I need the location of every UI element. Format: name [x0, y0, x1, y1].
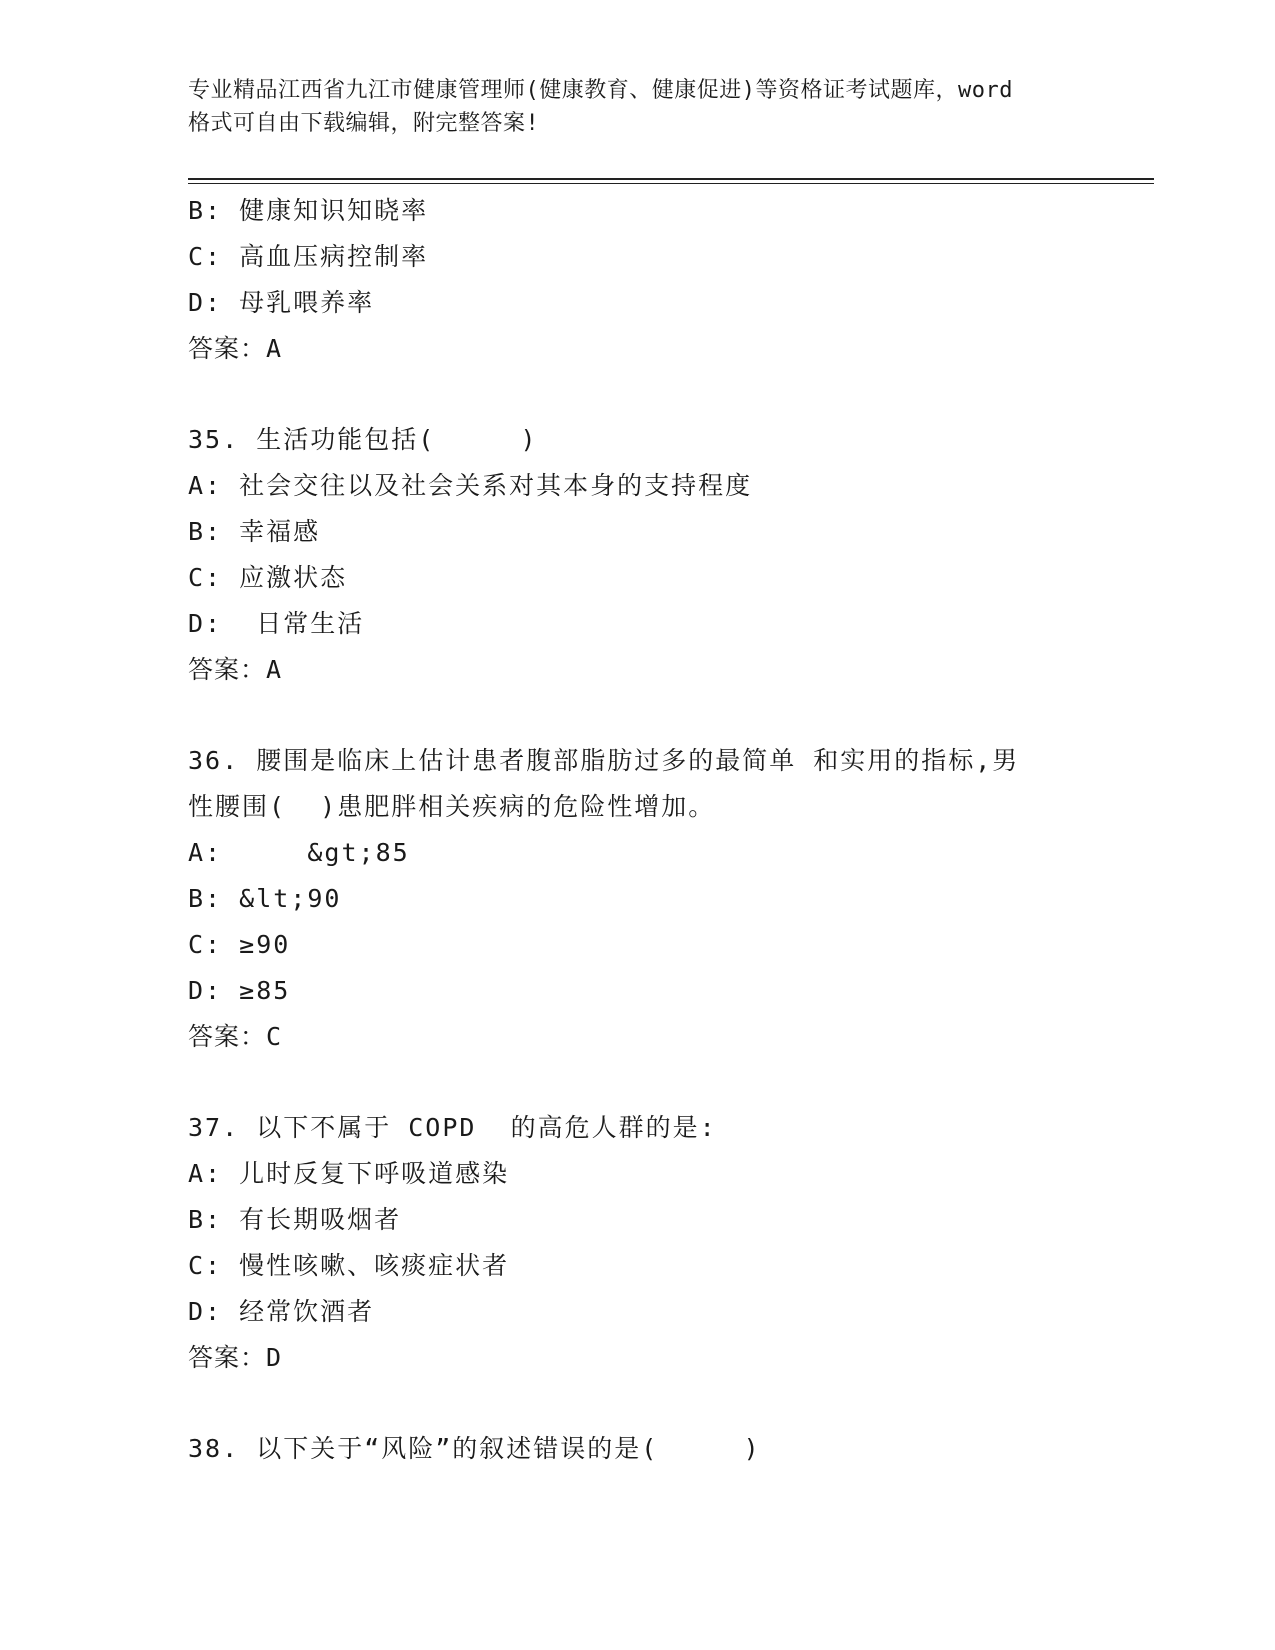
option-d: D: 经常饮酒者 — [188, 1297, 375, 1326]
option-b: B: 健康知识知晓率 — [188, 196, 429, 225]
option-a: A: &gt;85 — [188, 838, 410, 867]
answer-label: 答案： — [188, 1022, 267, 1051]
header-line-1: 专业精品江西省九江市健康管理师(健康教育、健康促进)等资格证考试题库，word — [188, 78, 1013, 103]
answer-value: A — [266, 334, 282, 363]
answer-line — [188, 1335, 1088, 1381]
answer-label: 答案： — [188, 655, 267, 684]
answer-line — [188, 326, 1088, 372]
option-c: C: 高血压病控制率 — [188, 242, 429, 271]
question-title-line-2: 性腰围( )患肥胖相关疾病的危险性增加。 — [188, 792, 716, 821]
answer-value: A — [266, 655, 282, 684]
question-38 — [188, 1426, 1088, 1472]
option-c: C: ≥90 — [188, 930, 291, 959]
option-d: D: ≥85 — [188, 976, 291, 1005]
question-35 — [188, 417, 1088, 693]
option-a: A: 社会交往以及社会关系对其本身的支持程度 — [188, 471, 753, 500]
question-34-continued — [188, 188, 1088, 372]
answer-line — [188, 647, 1088, 693]
option-d: D: 日常生活 — [188, 609, 365, 638]
question-title: 37. 以下不属于 COPD 的高危人群的是: — [188, 1113, 717, 1142]
option-a: A: 儿时反复下呼吸道感染 — [188, 1159, 510, 1188]
answer-value: D — [266, 1343, 282, 1372]
question-title-line-1: 36. 腰围是临床上估计患者腹部脂肪过多的最简单 和实用的指标,男 — [188, 746, 1020, 775]
question-36 — [188, 738, 1088, 1060]
header-divider-thin — [188, 183, 1154, 184]
answer-label: 答案： — [188, 334, 267, 363]
document-body — [188, 188, 1088, 1472]
option-c: C: 慢性咳嗽、咳痰症状者 — [188, 1251, 510, 1280]
question-title: 38. 以下关于“风险”的叙述错误的是( ) — [188, 1434, 761, 1463]
question-title: 35. 生活功能包括( ) — [188, 425, 538, 454]
answer-value: C — [266, 1022, 282, 1051]
option-b: B: &lt;90 — [188, 884, 342, 913]
question-37 — [188, 1105, 1088, 1381]
option-b: B: 幸福感 — [188, 517, 321, 546]
header-line-2: 格式可自由下载编辑，附完整答案! — [188, 111, 540, 136]
document-header — [188, 74, 1088, 140]
option-c: C: 应激状态 — [188, 563, 348, 592]
option-d: D: 母乳喂养率 — [188, 288, 375, 317]
answer-line — [188, 1014, 1088, 1060]
answer-label: 答案： — [188, 1343, 267, 1372]
header-divider-thick — [188, 178, 1154, 180]
option-b: B: 有长期吸烟者 — [188, 1205, 402, 1234]
